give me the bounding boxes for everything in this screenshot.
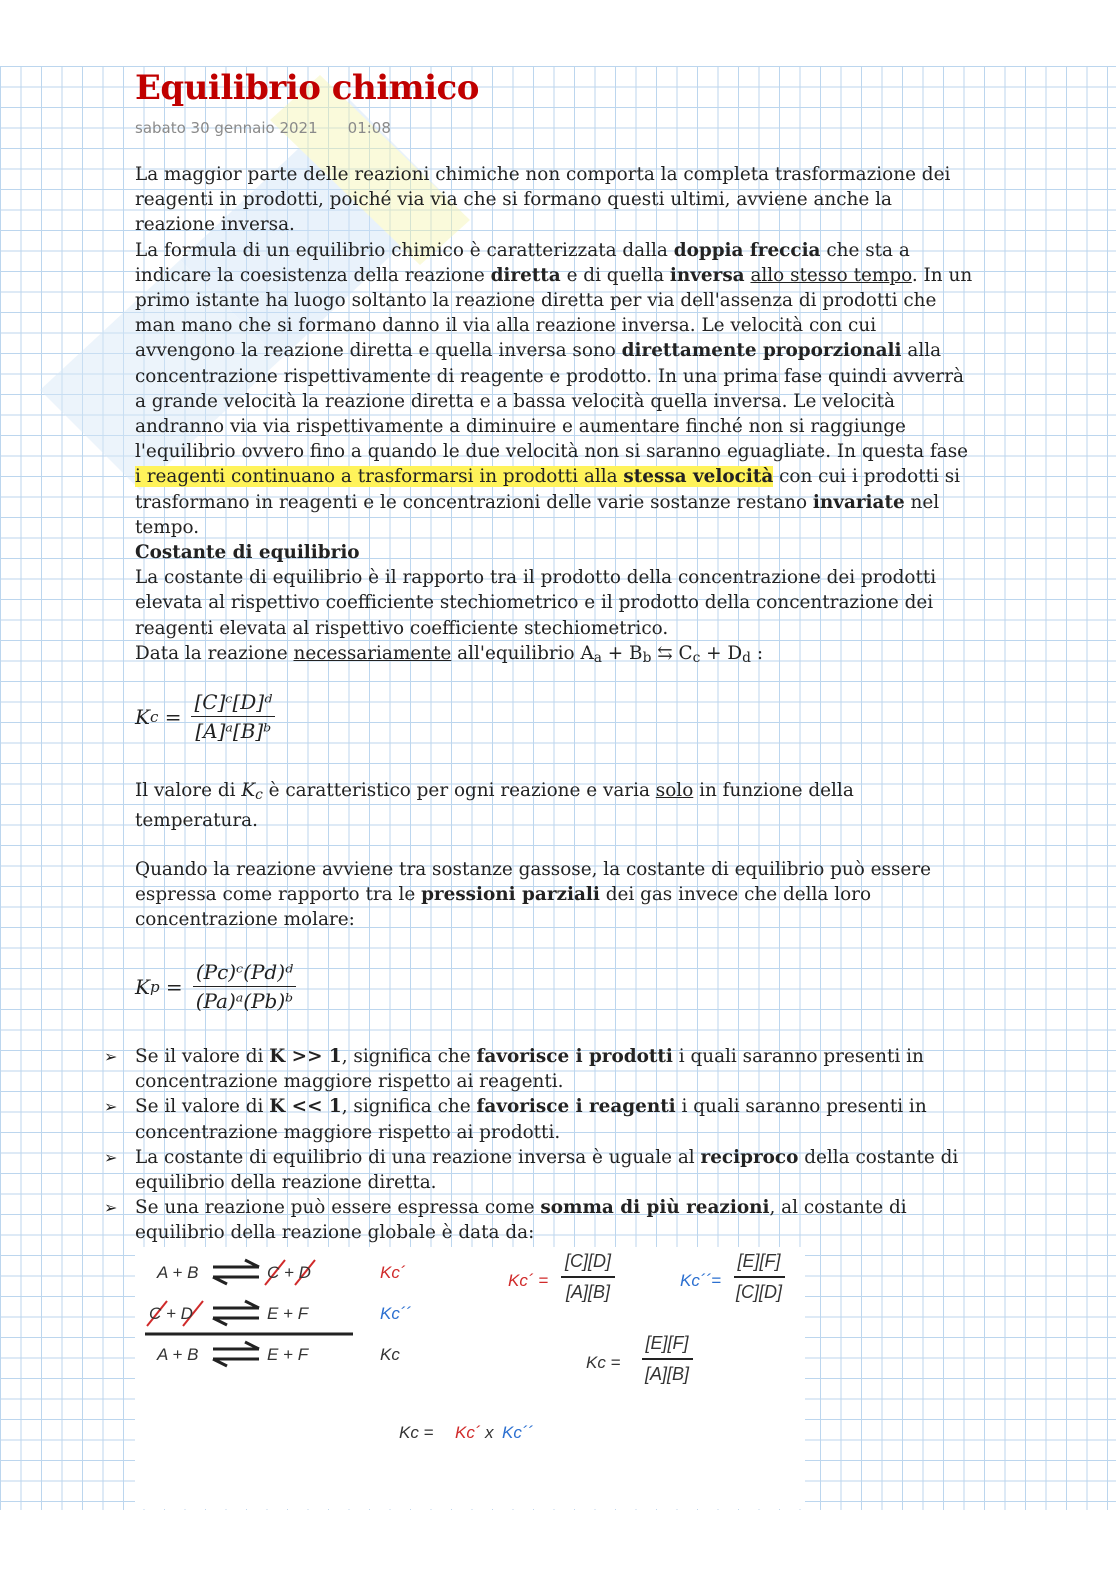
- constant-paragraph-1: La costante di equilibrio è il rapporto tra il prodotto della concentrazione dei prodotti elevata al rispettivo coefficiente stechiometrico e il prodotto della concentrazione dei reagenti elevata al rispettivo coefficiente stechiometrico.: [135, 567, 937, 639]
- reaction-1-reagents: A + B: [157, 1263, 199, 1282]
- arrow-bullet-icon: ➢: [104, 1097, 118, 1117]
- product-times: x: [485, 1423, 494, 1442]
- page-title: Equilibrio chimico: [135, 68, 479, 108]
- time-text: 01:08: [347, 119, 391, 137]
- arrow-bullet-icon: ➢: [104, 1047, 118, 1066]
- kc1-fraction: [C][D] [A][B]: [561, 1251, 615, 1303]
- list-item: ➢ Se una reazione può essere espressa come somma di più reazioni, al costante di equilibrio della reazione globale è data da:: [104, 1197, 907, 1244]
- kc3-lhs: Kc =: [586, 1353, 621, 1372]
- arrow-bullet-icon: ➢: [104, 1147, 118, 1167]
- reaction-2-reagents: C + D: [149, 1304, 193, 1323]
- page-date: [135, 119, 391, 137]
- list-item: ➢ La costante di equilibrio di una reazione inversa è uguale al reciproco della costante di equilibrio della reazione diretta.: [104, 1146, 959, 1194]
- bullet-list: [100, 1044, 980, 1246]
- product-k2: Kc´´: [502, 1423, 534, 1442]
- intro-paragraph-1: La maggior parte delle reazioni chimiche non comporta la completa trasformazione dei reagenti in prodotti, poiché via via che si formano questi ultimi, avviene anche la reazione inversa.: [135, 164, 951, 236]
- kp-numerator: (Pc)ᶜ(Pd)ᵈ: [193, 960, 296, 987]
- gas-description: Quando la reazione avviene tra sostanze gassose, la costante di equilibrio può essere espressa come rapporto tra le pressioni parziali dei gas invece che della loro concentrazione molare:: [135, 859, 931, 931]
- kc-numerator: [C]ᶜ[D]ᵈ: [191, 690, 275, 717]
- k-label-1: Kc´: [380, 1263, 406, 1282]
- kp-denominator: (Pa)ᵃ(Pb)ᵇ: [195, 989, 294, 1013]
- section-heading: Costante di equilibrio: [135, 542, 360, 563]
- kc2-fraction: [E][F] [C][D]: [732, 1251, 786, 1303]
- reaction-1-products: C + D: [267, 1263, 311, 1282]
- list-item: ➢ Se il valore di K >> 1, significa che favorisce i prodotti i quali saranno presenti in concentrazione maggiore rispetto ai reagenti.: [104, 1046, 924, 1093]
- list-item: ➢ Se il valore di K << 1, significa che favorisce i reagenti i quali saranno presenti in concentrazione maggiore rispetto ai prodotti.: [104, 1096, 927, 1143]
- kc1-lhs: Kc´ =: [508, 1271, 549, 1290]
- highlighted-text: i reagenti continuano a trasformarsi in prodotti alla stessa velocità: [135, 466, 774, 488]
- reaction-2-products: E + F: [267, 1304, 309, 1323]
- kc-denominator: [A]ᵃ[B]ᵇ: [195, 719, 272, 743]
- k-label-3: Kc: [380, 1345, 400, 1364]
- product-lhs: Kc =: [399, 1423, 434, 1442]
- kc3-fraction: [E][F] [A][B]: [641, 1333, 693, 1385]
- intro-paragraph-2: La formula di un equilibrio chimico è caratterizzata dalla doppia freccia che sta a indicare la coesistenza della reazione diretta e di quella inversa allo stesso tempo. In un primo istante ha luogo soltanto la reazione diretta per via dell'assenza di prodotti che man mano che si formano danno il via alla reazione inversa. Le velocità con cui avvengono la reazione diretta e quella inversa sono direttamente proporzionali alla concentrazione rispettivamente di reagente e prodotto. In una prima fase quindi avverrà a grande velocità la reazione diretta e a bassa velocità quella inversa. Le velocità andranno via via rispettivamente a diminuire e aumentare finché non si raggiunge l'equilibrio ovvero fino a quando le due velocità non si saranno eguagliate. In questa fase i reagenti continuano a trasformarsi in prodotti alla stessa velocità con cui i prodotti si trasformano in reagenti e le concentrazioni delle varie sostanze restano invariate nel tempo.: [135, 239, 973, 538]
- bottom-margin: [0, 1510, 1116, 1579]
- date-text: sabato 30 gennaio 2021: [135, 119, 318, 137]
- constant-paragraph-2: Data la reazione necessariamente all'equilibrio Aa + Bb ⇆ Cc + Dd :: [135, 642, 764, 666]
- reaction-3-products: E + F: [267, 1345, 309, 1364]
- reaction-sum-diagram: [135, 1247, 805, 1509]
- product-k1: Kc´: [455, 1423, 481, 1442]
- intro-section: [135, 162, 975, 540]
- kc2-lhs: Kc´´=: [680, 1271, 722, 1290]
- top-margin: [0, 0, 1116, 66]
- constant-section: [135, 540, 975, 671]
- reaction-3-reagents: A + B: [157, 1345, 199, 1364]
- k-label-2: Kc´´: [380, 1304, 412, 1323]
- kc-formula: K c = $\frac{\text{[C]ᶜ[D]ᵈ}}{\text{[A]ᵃ[B]ᵇ}}$: [135, 690, 275, 743]
- arrow-bullet-icon: ➢: [104, 1198, 118, 1218]
- kc-description: Il valore di Kc è caratteristico per ogni reazione e varia solo in funzione della temperatura.: [135, 780, 854, 831]
- kp-formula: K p = $\frac{\text{(Pc)ᶜ(Pd)ᵈ}}{\text{(Pa)ᵃ(Pb)ᵇ}}$: [135, 960, 296, 1013]
